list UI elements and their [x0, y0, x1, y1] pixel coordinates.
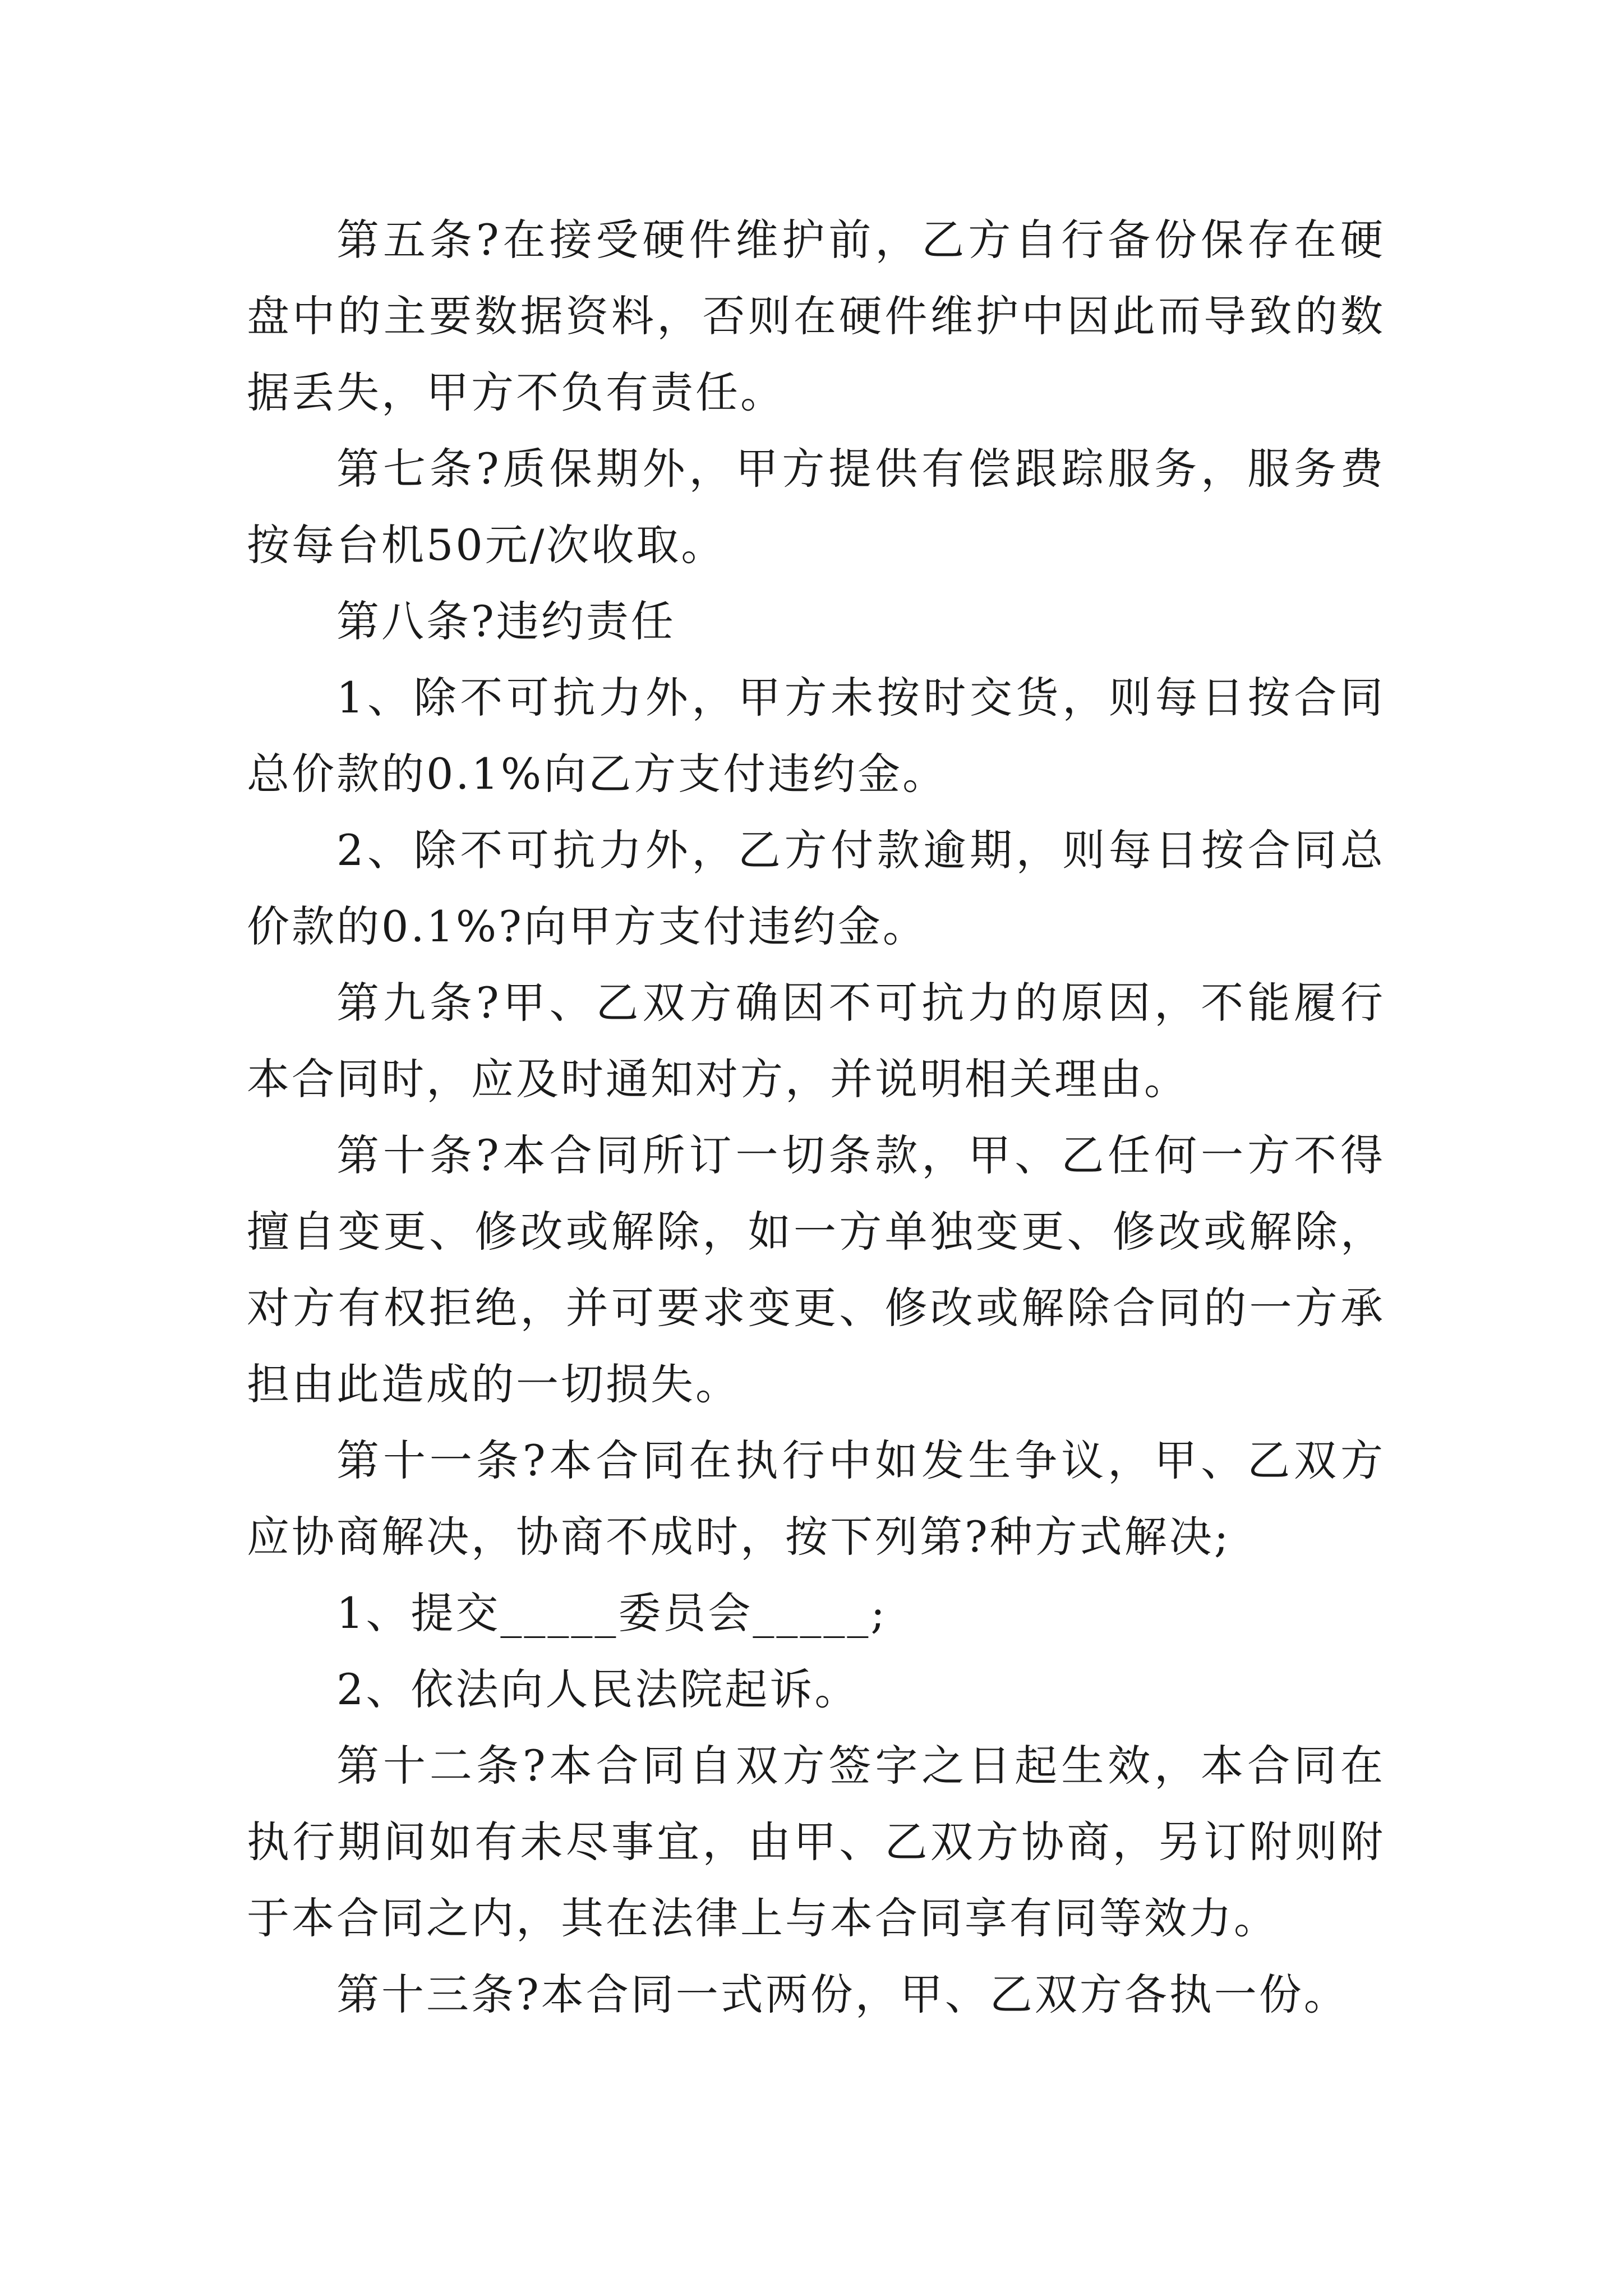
- clause-8-item-1: 1、除不可抗力外，甲方未按时交货，则每日按合同总价款的0.1%向乙方支付违约金。: [247, 673, 1385, 799]
- clause-7: 第七条?质保期外，甲方提供有偿跟踪服务，服务费按每台机50元/次收取。: [247, 444, 1385, 570]
- clause-9: 第九条?甲、乙双方确因不可抗力的原因，不能履行本合同时，应及时通知对方，并说明相关理由。: [247, 978, 1385, 1104]
- clause-8-item-2: 2、除不可抗力外，乙方付款逾期，则每日按合同总价款的0.1%?向甲方支付违约金。: [247, 825, 1385, 951]
- clause-10: 第十条?本合同所订一切条款，甲、乙任何一方不得擅自变更、修改或解除，如一方单独变更、修改或解除，对方有权拒绝，并可要求变更、修改或解除合同的一方承担由此造成的一切损失。: [247, 1130, 1385, 1409]
- clause-11: 第十一条?本合同在执行中如发生争议，甲、乙双方应协商解决，协商不成时，按下列第?种方式解决;: [247, 1435, 1385, 1562]
- contract-body: [247, 202, 1385, 2033]
- clause-12: 第十二条?本合同自双方签字之日起生效，本合同在执行期间如有未尽事宜，由甲、乙双方协商，另订附则附于本合同之内，其在法律上与本合同享有同等效力。: [247, 1741, 1385, 1943]
- clause-13: 第十三条?本合同一式两份，甲、乙双方各执一份。: [336, 1970, 1349, 2019]
- clause-11-option-1: 1、提交_____委员会_____;: [336, 1588, 887, 1638]
- clause-8-heading: 第八条?违约责任: [336, 596, 676, 646]
- clause-11-option-2: 2、依法向人民法院起诉。: [336, 1664, 860, 1714]
- clause-5: 第五条?在接受硬件维护前，乙方自行备份保存在硬盘中的主要数据资料，否则在硬件维护中因此而导致的数据丢失，甲方不负有责任。: [247, 215, 1385, 417]
